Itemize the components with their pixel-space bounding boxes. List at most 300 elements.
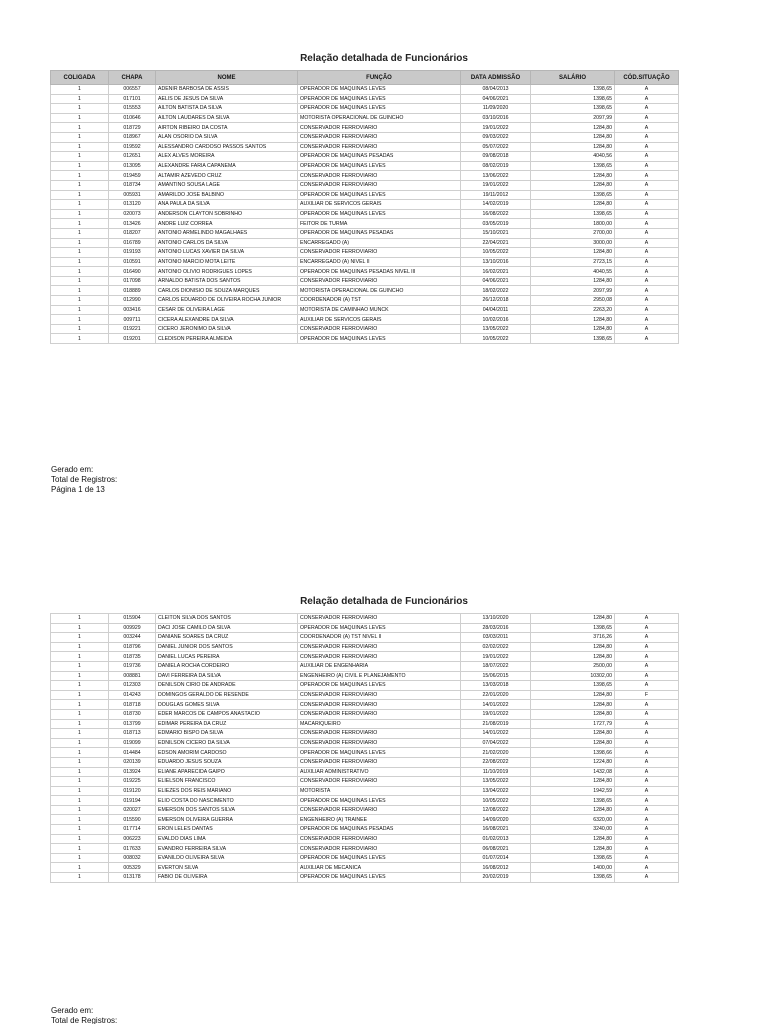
generated-at-label: Gerado em: [51,1006,94,1015]
nome-cell: ALESSANDRO CARDOSO PASSOS SANTOS [156,142,298,152]
data-admissao-cell: 13/05/2022 [461,324,531,334]
cod-situacao-cell: A [615,700,679,710]
funcao-cell: AUXILIAR DE SERVICOS GERAIS [298,315,461,325]
nome-cell: ARNALDO BATISTA DOS SANTOS [156,276,298,286]
coligada-cell: 1 [51,113,109,123]
funcao-cell: CONSERVADOR FERROVIARIO [298,142,461,152]
nome-cell: FABIO DE OLIVEIRA [156,873,298,883]
coligada-cell: 1 [51,209,109,219]
cod-situacao-cell: A [615,286,679,296]
salario-cell: 1727,79 [531,719,615,729]
chapa-cell: 014484 [109,748,156,758]
salario-cell: 1284,80 [531,690,615,700]
table-row [51,219,679,229]
table-row [51,642,679,652]
chapa-cell: 018713 [109,729,156,739]
coligada-cell: 1 [51,709,109,719]
salario-cell: 1398,65 [531,623,615,633]
coligada-cell: 1 [51,190,109,200]
cod-situacao-cell: A [615,796,679,806]
funcao-cell: OPERADOR DE MAQUINAS LEVES [298,85,461,95]
data-admissao-cell: 15/10/2021 [461,228,531,238]
table-row [51,113,679,123]
chapa-cell: 020073 [109,209,156,219]
nome-cell: AMARILDO JOSE BALBINO [156,190,298,200]
funcao-cell: OPERADOR DE MAQUINAS LEVES [298,681,461,691]
data-admissao-cell: 22/08/2022 [461,757,531,767]
salario-cell: 1284,80 [531,777,615,787]
salario-cell: 1398,65 [531,209,615,219]
cod-situacao-cell: A [615,85,679,95]
data-admissao-cell: 16/08/2022 [461,209,531,219]
salario-cell: 2097,99 [531,286,615,296]
salario-cell: 2700,00 [531,228,615,238]
table-row [51,671,679,681]
funcao-cell: CONSERVADOR FERROVIARIO [298,324,461,334]
salario-cell: 4040,56 [531,152,615,162]
funcao-cell: AUXILIAR ADMINISTRATIVO [298,767,461,777]
coligada-cell: 1 [51,757,109,767]
cod-situacao-cell: A [615,873,679,883]
chapa-cell: 008032 [109,853,156,863]
funcao-cell: CONSERVADOR FERROVIARIO [298,757,461,767]
nome-cell: ANTONIO ARMELINDO MAGALHAES [156,228,298,238]
nome-cell: EDNILSON CICERO DA SILVA [156,738,298,748]
coligada-cell: 1 [51,767,109,777]
salario-cell: 3000,00 [531,238,615,248]
funcao-cell: CONSERVADOR FERROVIARIO [298,777,461,787]
funcao-cell: CONSERVADOR FERROVIARIO [298,248,461,258]
chapa-cell: 006557 [109,85,156,95]
table-row [51,767,679,777]
chapa-cell: 012303 [109,681,156,691]
nome-cell: CESAR DE OLIVEIRA LAGE [156,305,298,315]
table-row [51,315,679,325]
chapa-cell: 015904 [109,614,156,624]
cod-situacao-cell: A [615,748,679,758]
funcao-cell: OPERADOR DE MAQUINAS LEVES [298,873,461,883]
cod-situacao-cell: A [615,719,679,729]
coligada-cell: 1 [51,171,109,181]
funcao-cell: CONSERVADOR FERROVIARIO [298,171,461,181]
chapa-cell: 018735 [109,652,156,662]
coligada-cell: 1 [51,315,109,325]
funcao-cell: COORDENADOR (A) TST [298,296,461,306]
table-row [51,815,679,825]
funcao-cell: OPERADOR DE MAQUINAS LEVES [298,748,461,758]
cod-situacao-cell: A [615,219,679,229]
chapa-cell: 015590 [109,815,156,825]
data-admissao-cell: 20/02/2019 [461,873,531,883]
table-row [51,180,679,190]
data-admissao-cell: 18/02/2022 [461,286,531,296]
chapa-cell: 019120 [109,786,156,796]
nome-cell: ANDERSON CLAYTON SOBRINHO [156,209,298,219]
funcao-cell: AUXILIAR DE ENGENHARIA [298,661,461,671]
table-row [51,853,679,863]
table-row [51,709,679,719]
data-admissao-cell: 01/07/2014 [461,853,531,863]
cod-situacao-cell: A [615,661,679,671]
data-admissao-cell: 13/10/2020 [461,614,531,624]
funcao-cell: AUXILIAR DE SERVICOS GERAIS [298,200,461,210]
data-admissao-cell: 19/01/2022 [461,709,531,719]
funcao-cell: MOTORISTA OPERACIONAL DE GUINCHO [298,113,461,123]
employee-table [50,613,679,883]
coligada-cell: 1 [51,94,109,104]
chapa-cell: 018207 [109,228,156,238]
salario-cell: 1398,66 [531,748,615,758]
nome-cell: CICERO JERONIMO DA SILVA [156,324,298,334]
cod-situacao-cell: A [615,633,679,643]
chapa-cell: 013095 [109,161,156,171]
chapa-cell: 013120 [109,200,156,210]
coligada-cell: 1 [51,661,109,671]
table-row [51,652,679,662]
coligada-cell: 1 [51,700,109,710]
data-admissao-cell: 02/02/2022 [461,642,531,652]
data-admissao-cell: 05/07/2022 [461,142,531,152]
cod-situacao-cell: F [615,690,679,700]
salario-cell: 1224,80 [531,757,615,767]
chapa-cell: 018796 [109,642,156,652]
coligada-cell: 1 [51,276,109,286]
coligada-cell: 1 [51,228,109,238]
chapa-cell: 013799 [109,719,156,729]
chapa-cell: 019099 [109,738,156,748]
table-row [51,729,679,739]
data-admissao-cell: 12/08/2022 [461,805,531,815]
salario-cell: 1942,59 [531,786,615,796]
data-admissao-cell: 06/08/2021 [461,844,531,854]
chapa-cell: 019221 [109,324,156,334]
chapa-cell: 009929 [109,623,156,633]
cod-situacao-cell: A [615,209,679,219]
coligada-cell: 1 [51,681,109,691]
funcao-cell: OPERADOR DE MAQUINAS PESADAS NIVEL III [298,267,461,277]
data-admissao-cell: 19/01/2022 [461,123,531,133]
salario-cell: 1400,00 [531,863,615,873]
funcao-cell: CONSERVADOR FERROVIARIO [298,738,461,748]
nome-cell: EVANILDO OLIVEIRA SILVA [156,853,298,863]
coligada-cell: 1 [51,873,109,883]
cod-situacao-cell: A [615,729,679,739]
chapa-cell: 013924 [109,767,156,777]
chapa-cell: 013426 [109,219,156,229]
table-row [51,324,679,334]
nome-cell: CARLOS EDUARDO DE OLIVEIRA ROCHA JUNIOR [156,296,298,306]
table-row [51,94,679,104]
cod-situacao-cell: A [615,642,679,652]
salario-cell: 1284,80 [531,324,615,334]
funcao-cell: ENGENHEIRO (A) TRAINEE [298,815,461,825]
cod-situacao-cell: A [615,334,679,344]
funcao-cell: OPERADOR DE MAQUINAS PESADAS [298,152,461,162]
data-admissao-cell: 19/11/2012 [461,190,531,200]
chapa-cell: 019194 [109,796,156,806]
nome-cell: DAVI FERREIRA DA SILVA [156,671,298,681]
chapa-cell: 017098 [109,276,156,286]
nome-cell: ANTONIO MARCIO MOTA LEITE [156,257,298,267]
coligada-cell: 1 [51,777,109,787]
salario-cell: 1284,80 [531,171,615,181]
salario-cell: 1284,80 [531,709,615,719]
cod-situacao-cell: A [615,267,679,277]
salario-cell: 1398,65 [531,796,615,806]
table-row [51,825,679,835]
funcao-cell: CONSERVADOR FERROVIARIO [298,123,461,133]
chapa-cell: 019201 [109,334,156,344]
nome-cell: ELIELSON FRANCISCO [156,777,298,787]
data-admissao-cell: 22/04/2021 [461,238,531,248]
data-admissao-cell: 14/02/2019 [461,200,531,210]
chapa-cell: 005931 [109,190,156,200]
coligada-cell: 1 [51,719,109,729]
cod-situacao-cell: A [615,834,679,844]
nome-cell: DANIEL JUNIOR DOS SANTOS [156,642,298,652]
data-admissao-cell: 09/08/2018 [461,152,531,162]
generated-at-label: Gerado em: [51,465,94,474]
nome-cell: CICERA ALEXANDRE DA SILVA [156,315,298,325]
cod-situacao-cell: A [615,738,679,748]
salario-cell: 1398,65 [531,873,615,883]
data-admissao-cell: 21/08/2019 [461,719,531,729]
coligada-cell: 1 [51,257,109,267]
nome-cell: EVALDO DIAS LIMA [156,834,298,844]
salario-cell: 6320,00 [531,815,615,825]
table-row [51,276,679,286]
nome-cell: ERON LELES DANTAS [156,825,298,835]
coligada-cell: 1 [51,296,109,306]
data-admissao-cell: 03/05/2019 [461,219,531,229]
funcao-cell: ENGENHEIRO (A) CIVIL E PLANEJAMENTO [298,671,461,681]
funcao-cell: CONSERVADOR FERROVIARIO [298,614,461,624]
table-row [51,305,679,315]
nome-cell: AILTON LAUDARES DA SILVA [156,113,298,123]
data-admissao-cell: 03/03/2011 [461,633,531,643]
coligada-cell: 1 [51,633,109,643]
cod-situacao-cell: A [615,844,679,854]
page-number-label: Página 1 de 13 [51,485,105,494]
coligada-cell: 1 [51,200,109,210]
salario-cell: 1398,65 [531,161,615,171]
data-admissao-cell: 13/06/2022 [461,171,531,181]
table-row [51,296,679,306]
chapa-cell: 017633 [109,844,156,854]
data-admissao-cell: 04/06/2021 [461,276,531,286]
nome-cell: ADENIR BARBOSA DE ASSIS [156,85,298,95]
nome-cell: ANTONIO CARLOS DA SILVA [156,238,298,248]
coligada-cell: 1 [51,152,109,162]
chapa-cell: 017714 [109,825,156,835]
data-admissao-cell: 22/01/2020 [461,690,531,700]
coligada-cell: 1 [51,786,109,796]
data-admissao-cell: 10/05/2022 [461,248,531,258]
header-salario: SALÁRIO [531,71,615,85]
header-chapa: CHAPA [109,71,156,85]
salario-cell: 1398,65 [531,104,615,114]
header-coligada: COLIGADA [51,71,109,85]
chapa-cell: 019225 [109,777,156,787]
coligada-cell: 1 [51,238,109,248]
data-admissao-cell: 16/02/2021 [461,267,531,277]
nome-cell: CLEITON SILVA DOS SANTOS [156,614,298,624]
table-row [51,681,679,691]
chapa-cell: 009711 [109,315,156,325]
chapa-cell: 008881 [109,671,156,681]
nome-cell: EDUARDO JESUS SOUZA [156,757,298,767]
coligada-cell: 1 [51,748,109,758]
data-admissao-cell: 14/09/2020 [461,815,531,825]
salario-cell: 4040,55 [531,267,615,277]
cod-situacao-cell: A [615,614,679,624]
table-row [51,238,679,248]
nome-cell: EDMARIO BISPO DA SILVA [156,729,298,739]
salario-cell: 3716,26 [531,633,615,643]
nome-cell: EVANDRO FERREIRA SILVA [156,844,298,854]
coligada-cell: 1 [51,267,109,277]
data-admissao-cell: 04/06/2021 [461,94,531,104]
chapa-cell: 003416 [109,305,156,315]
table-row [51,228,679,238]
data-admissao-cell: 10/02/2016 [461,315,531,325]
coligada-cell: 1 [51,825,109,835]
chapa-cell: 003244 [109,633,156,643]
data-admissao-cell: 13/10/2016 [461,257,531,267]
header-cod-situacao: CÓD.SITUAÇÃO [615,71,679,85]
coligada-cell: 1 [51,815,109,825]
funcao-cell: OPERADOR DE MAQUINAS LEVES [298,209,461,219]
salario-cell: 1432,08 [531,767,615,777]
chapa-cell: 019736 [109,661,156,671]
coligada-cell: 1 [51,132,109,142]
cod-situacao-cell: A [615,623,679,633]
nome-cell: AMANTINO SOUSA LAGE [156,180,298,190]
chapa-cell: 014243 [109,690,156,700]
nome-cell: ALTAMIR AZEVEDO CRUZ [156,171,298,181]
data-admissao-cell: 07/04/2022 [461,738,531,748]
salario-cell: 1284,80 [531,180,615,190]
table-row [51,633,679,643]
cod-situacao-cell: A [615,132,679,142]
coligada-cell: 1 [51,305,109,315]
cod-situacao-cell: A [615,142,679,152]
data-admissao-cell: 10/05/2022 [461,334,531,344]
funcao-cell: OPERADOR DE MAQUINAS LEVES [298,190,461,200]
funcao-cell: CONSERVADOR FERROVIARIO [298,709,461,719]
table-header-row [51,71,679,85]
coligada-cell: 1 [51,853,109,863]
cod-situacao-cell: A [615,853,679,863]
data-admissao-cell: 08/02/2019 [461,161,531,171]
chapa-cell: 018730 [109,709,156,719]
chapa-cell: 015553 [109,104,156,114]
data-admissao-cell: 14/01/2022 [461,729,531,739]
cod-situacao-cell: A [615,757,679,767]
chapa-cell: 018967 [109,132,156,142]
table-row [51,796,679,806]
cod-situacao-cell: A [615,228,679,238]
salario-cell: 1284,80 [531,834,615,844]
funcao-cell: OPERADOR DE MAQUINAS LEVES [298,104,461,114]
salario-cell: 2500,00 [531,661,615,671]
funcao-cell: MOTORISTA OPERACIONAL DE GUINCHO [298,286,461,296]
nome-cell: EDIMAR PEREIRA DA CRUZ [156,719,298,729]
data-admissao-cell: 26/12/2018 [461,296,531,306]
table-row [51,152,679,162]
salario-cell: 2263,20 [531,305,615,315]
salario-cell: 1398,65 [531,681,615,691]
table-row [51,748,679,758]
table-row [51,719,679,729]
cod-situacao-cell: A [615,276,679,286]
cod-situacao-cell: A [615,825,679,835]
data-admissao-cell: 18/07/2022 [461,661,531,671]
cod-situacao-cell: A [615,94,679,104]
nome-cell: ANTONIO OLIVIO RODRIGUES LOPES [156,267,298,277]
table-row [51,873,679,883]
salario-cell: 1800,00 [531,219,615,229]
report-footer [51,1006,117,1024]
chapa-cell: 019459 [109,171,156,181]
nome-cell: EMERSON OLIVEIRA GUERRA [156,815,298,825]
data-admissao-cell: 13/04/2022 [461,786,531,796]
total-records-label: Total de Registros: [51,1016,118,1024]
table-row [51,805,679,815]
header-funcao: FUNÇÃO [298,71,461,85]
funcao-cell: CONSERVADOR FERROVIARIO [298,729,461,739]
coligada-cell: 1 [51,844,109,854]
salario-cell: 1284,80 [531,729,615,739]
funcao-cell: CONSERVADOR FERROVIARIO [298,844,461,854]
table-row [51,161,679,171]
chapa-cell: 018729 [109,123,156,133]
funcao-cell: OPERADOR DE MAQUINAS LEVES [298,853,461,863]
nome-cell: ELIEZES DOS REIS MARIANO [156,786,298,796]
cod-situacao-cell: A [615,161,679,171]
data-admissao-cell: 03/10/2016 [461,113,531,123]
cod-situacao-cell: A [615,305,679,315]
report-page-1 [0,0,768,505]
total-records-label: Total de Registros: [51,475,118,484]
coligada-cell: 1 [51,690,109,700]
salario-cell: 1284,80 [531,276,615,286]
table-row [51,786,679,796]
table-row [51,209,679,219]
nome-cell: AIRTON RIBEIRO DA COSTA [156,123,298,133]
salario-cell: 2723,15 [531,257,615,267]
coligada-cell: 1 [51,123,109,133]
chapa-cell: 018889 [109,286,156,296]
nome-cell: EVERTON SILVA [156,863,298,873]
nome-cell: AILTON BATISTA DA SILVA [156,104,298,114]
salario-cell: 1284,80 [531,805,615,815]
chapa-cell: 010591 [109,257,156,267]
table-row [51,614,679,624]
data-admissao-cell: 04/04/2011 [461,305,531,315]
table-row [51,863,679,873]
nome-cell: CLEDISON PEREIRA ALMEIDA [156,334,298,344]
cod-situacao-cell: A [615,863,679,873]
data-admissao-cell: 10/05/2022 [461,796,531,806]
salario-cell: 1284,80 [531,614,615,624]
funcao-cell: OPERADOR DE MAQUINAS LEVES [298,161,461,171]
salario-cell: 1398,65 [531,190,615,200]
chapa-cell: 018718 [109,700,156,710]
coligada-cell: 1 [51,614,109,624]
table-body [51,85,679,344]
salario-cell: 1398,65 [531,334,615,344]
